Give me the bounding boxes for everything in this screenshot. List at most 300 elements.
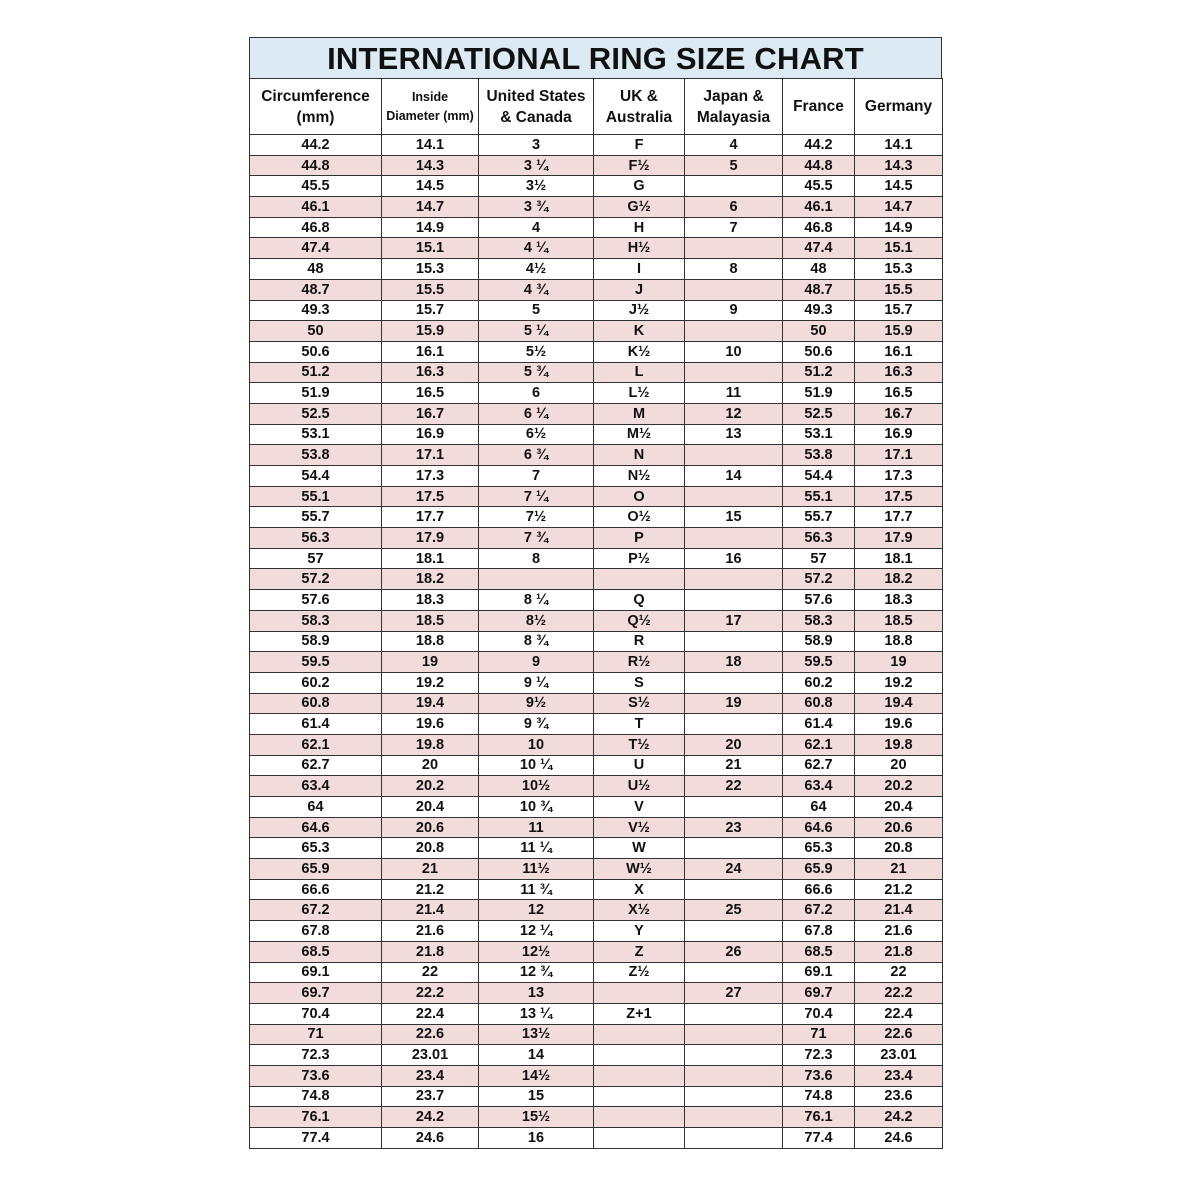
france-cell: 50 bbox=[783, 321, 855, 342]
table-row bbox=[250, 279, 943, 300]
france-cell: 44.8 bbox=[783, 155, 855, 176]
circumference-cell: 63.4 bbox=[250, 776, 382, 797]
france-cell: 48.7 bbox=[783, 279, 855, 300]
uk-australia-cell: H½ bbox=[594, 238, 685, 259]
germany-cell: 21.2 bbox=[855, 879, 943, 900]
uk-australia-cell: R½ bbox=[594, 652, 685, 673]
table-row bbox=[250, 652, 943, 673]
germany-cell: 15.1 bbox=[855, 238, 943, 259]
japan-malayasia-cell bbox=[685, 238, 783, 259]
inside-diameter-cell: 18.1 bbox=[382, 548, 479, 569]
france-cell: 50.6 bbox=[783, 341, 855, 362]
france-cell: 69.1 bbox=[783, 962, 855, 983]
us-canada-cell: 15 bbox=[479, 1086, 594, 1107]
japan-malayasia-cell bbox=[685, 279, 783, 300]
germany-cell: 22.4 bbox=[855, 1003, 943, 1024]
circumference-cell: 46.8 bbox=[250, 217, 382, 238]
japan-malayasia-cell bbox=[685, 528, 783, 549]
france-cell: 54.4 bbox=[783, 466, 855, 487]
uk-australia-cell: Q½ bbox=[594, 610, 685, 631]
table-row bbox=[250, 403, 943, 424]
germany-cell: 19.6 bbox=[855, 714, 943, 735]
uk-australia-cell: T½ bbox=[594, 734, 685, 755]
france-cell: 72.3 bbox=[783, 1045, 855, 1066]
table-row bbox=[250, 859, 943, 880]
table-row bbox=[250, 962, 943, 983]
germany-cell: 17.9 bbox=[855, 528, 943, 549]
circumference-cell: 68.5 bbox=[250, 941, 382, 962]
us-canada-cell: 12½ bbox=[479, 941, 594, 962]
germany-cell: 22.2 bbox=[855, 983, 943, 1004]
table-row bbox=[250, 755, 943, 776]
uk-australia-cell: V bbox=[594, 797, 685, 818]
france-cell: 64 bbox=[783, 797, 855, 818]
france-cell: 53.1 bbox=[783, 424, 855, 445]
circumference-cell: 57 bbox=[250, 548, 382, 569]
france-cell: 76.1 bbox=[783, 1107, 855, 1128]
germany-cell: 19 bbox=[855, 652, 943, 673]
circumference-cell: 61.4 bbox=[250, 714, 382, 735]
us-canada-cell: 13½ bbox=[479, 1024, 594, 1045]
inside-diameter-cell: 21 bbox=[382, 859, 479, 880]
japan-malayasia-cell: 8 bbox=[685, 259, 783, 280]
germany-cell: 23.6 bbox=[855, 1086, 943, 1107]
france-cell: 60.2 bbox=[783, 672, 855, 693]
us-canada-cell: 12 ¼ bbox=[479, 921, 594, 942]
table-row bbox=[250, 321, 943, 342]
japan-malayasia-cell bbox=[685, 1045, 783, 1066]
table-row bbox=[250, 797, 943, 818]
table-row bbox=[250, 879, 943, 900]
us-canada-cell: 16 bbox=[479, 1128, 594, 1149]
us-canada-cell: 3 ¼ bbox=[479, 155, 594, 176]
column-header-japan-malayasia: Japan & Malayasia bbox=[685, 79, 783, 135]
table-row bbox=[250, 383, 943, 404]
circumference-cell: 44.2 bbox=[250, 135, 382, 156]
circumference-cell: 45.5 bbox=[250, 176, 382, 197]
inside-diameter-cell: 23.7 bbox=[382, 1086, 479, 1107]
germany-cell: 22 bbox=[855, 962, 943, 983]
inside-diameter-cell: 21.8 bbox=[382, 941, 479, 962]
germany-cell: 14.7 bbox=[855, 197, 943, 218]
france-cell: 55.7 bbox=[783, 507, 855, 528]
circumference-cell: 74.8 bbox=[250, 1086, 382, 1107]
us-canada-cell: 15½ bbox=[479, 1107, 594, 1128]
japan-malayasia-cell bbox=[685, 1003, 783, 1024]
japan-malayasia-cell bbox=[685, 1024, 783, 1045]
uk-australia-cell: G bbox=[594, 176, 685, 197]
uk-australia-cell: P½ bbox=[594, 548, 685, 569]
us-canada-cell: 8 bbox=[479, 548, 594, 569]
inside-diameter-cell: 17.9 bbox=[382, 528, 479, 549]
uk-australia-cell: W bbox=[594, 838, 685, 859]
japan-malayasia-cell: 27 bbox=[685, 983, 783, 1004]
germany-cell: 19.2 bbox=[855, 672, 943, 693]
circumference-cell: 69.1 bbox=[250, 962, 382, 983]
uk-australia-cell: O bbox=[594, 486, 685, 507]
circumference-cell: 55.7 bbox=[250, 507, 382, 528]
japan-malayasia-cell bbox=[685, 569, 783, 590]
germany-cell: 14.3 bbox=[855, 155, 943, 176]
circumference-cell: 69.7 bbox=[250, 983, 382, 1004]
france-cell: 58.9 bbox=[783, 631, 855, 652]
uk-australia-cell: V½ bbox=[594, 817, 685, 838]
uk-australia-cell: Z½ bbox=[594, 962, 685, 983]
circumference-cell: 47.4 bbox=[250, 238, 382, 259]
table-row bbox=[250, 610, 943, 631]
inside-diameter-cell: 14.7 bbox=[382, 197, 479, 218]
circumference-cell: 58.3 bbox=[250, 610, 382, 631]
us-canada-cell: 12 bbox=[479, 900, 594, 921]
inside-diameter-cell: 22.4 bbox=[382, 1003, 479, 1024]
us-canada-cell: 12 ¾ bbox=[479, 962, 594, 983]
uk-australia-cell: N bbox=[594, 445, 685, 466]
uk-australia-cell: P bbox=[594, 528, 685, 549]
japan-malayasia-cell: 18 bbox=[685, 652, 783, 673]
table-row bbox=[250, 569, 943, 590]
germany-cell: 21.6 bbox=[855, 921, 943, 942]
uk-australia-cell: L½ bbox=[594, 383, 685, 404]
germany-cell: 20.4 bbox=[855, 797, 943, 818]
japan-malayasia-cell: 7 bbox=[685, 217, 783, 238]
circumference-cell: 44.8 bbox=[250, 155, 382, 176]
us-canada-cell: 4½ bbox=[479, 259, 594, 280]
us-canada-cell: 6 bbox=[479, 383, 594, 404]
circumference-cell: 64.6 bbox=[250, 817, 382, 838]
japan-malayasia-cell: 11 bbox=[685, 383, 783, 404]
table-row bbox=[250, 1024, 943, 1045]
germany-cell: 23.4 bbox=[855, 1065, 943, 1086]
circumference-cell: 54.4 bbox=[250, 466, 382, 487]
uk-australia-cell: L bbox=[594, 362, 685, 383]
france-cell: 46.8 bbox=[783, 217, 855, 238]
table-row bbox=[250, 466, 943, 487]
circumference-cell: 62.7 bbox=[250, 755, 382, 776]
japan-malayasia-cell: 10 bbox=[685, 341, 783, 362]
france-cell: 67.2 bbox=[783, 900, 855, 921]
uk-australia-cell: T bbox=[594, 714, 685, 735]
japan-malayasia-cell bbox=[685, 672, 783, 693]
inside-diameter-cell: 16.9 bbox=[382, 424, 479, 445]
uk-australia-cell: K½ bbox=[594, 341, 685, 362]
germany-cell: 21.4 bbox=[855, 900, 943, 921]
circumference-cell: 70.4 bbox=[250, 1003, 382, 1024]
germany-cell: 20.6 bbox=[855, 817, 943, 838]
japan-malayasia-cell: 16 bbox=[685, 548, 783, 569]
us-canada-cell: 4 ¾ bbox=[479, 279, 594, 300]
france-cell: 77.4 bbox=[783, 1128, 855, 1149]
us-canada-cell: 10 ¼ bbox=[479, 755, 594, 776]
france-cell: 65.9 bbox=[783, 859, 855, 880]
inside-diameter-cell: 14.1 bbox=[382, 135, 479, 156]
circumference-cell: 52.5 bbox=[250, 403, 382, 424]
france-cell: 66.6 bbox=[783, 879, 855, 900]
table-row bbox=[250, 921, 943, 942]
table-header-row bbox=[250, 79, 943, 135]
circumference-cell: 57.2 bbox=[250, 569, 382, 590]
table-row bbox=[250, 941, 943, 962]
japan-malayasia-cell: 17 bbox=[685, 610, 783, 631]
circumference-cell: 66.6 bbox=[250, 879, 382, 900]
us-canada-cell: 4 ¼ bbox=[479, 238, 594, 259]
table-row bbox=[250, 1128, 943, 1149]
uk-australia-cell: X bbox=[594, 879, 685, 900]
uk-australia-cell: M½ bbox=[594, 424, 685, 445]
us-canada-cell: 5 ¼ bbox=[479, 321, 594, 342]
us-canada-cell: 7 ¾ bbox=[479, 528, 594, 549]
germany-cell: 21.8 bbox=[855, 941, 943, 962]
us-canada-cell bbox=[479, 569, 594, 590]
uk-australia-cell: X½ bbox=[594, 900, 685, 921]
circumference-cell: 71 bbox=[250, 1024, 382, 1045]
japan-malayasia-cell bbox=[685, 879, 783, 900]
circumference-cell: 64 bbox=[250, 797, 382, 818]
circumference-cell: 48.7 bbox=[250, 279, 382, 300]
france-cell: 51.2 bbox=[783, 362, 855, 383]
circumference-cell: 58.9 bbox=[250, 631, 382, 652]
inside-diameter-cell: 22.2 bbox=[382, 983, 479, 1004]
inside-diameter-cell: 24.2 bbox=[382, 1107, 479, 1128]
germany-cell: 17.7 bbox=[855, 507, 943, 528]
uk-australia-cell: O½ bbox=[594, 507, 685, 528]
japan-malayasia-cell: 19 bbox=[685, 693, 783, 714]
inside-diameter-cell: 19.4 bbox=[382, 693, 479, 714]
us-canada-cell: 5½ bbox=[479, 341, 594, 362]
uk-australia-cell: Z bbox=[594, 941, 685, 962]
table-row bbox=[250, 1086, 943, 1107]
germany-cell: 15.7 bbox=[855, 300, 943, 321]
france-cell: 71 bbox=[783, 1024, 855, 1045]
table-row bbox=[250, 548, 943, 569]
uk-australia-cell bbox=[594, 569, 685, 590]
table-row bbox=[250, 1003, 943, 1024]
table-row bbox=[250, 631, 943, 652]
circumference-cell: 59.5 bbox=[250, 652, 382, 673]
uk-australia-cell bbox=[594, 983, 685, 1004]
inside-diameter-cell: 15.5 bbox=[382, 279, 479, 300]
table-row bbox=[250, 135, 943, 156]
us-canada-cell: 7 ¼ bbox=[479, 486, 594, 507]
uk-australia-cell: R bbox=[594, 631, 685, 652]
us-canada-cell: 3 ¾ bbox=[479, 197, 594, 218]
japan-malayasia-cell bbox=[685, 714, 783, 735]
japan-malayasia-cell: 23 bbox=[685, 817, 783, 838]
japan-malayasia-cell bbox=[685, 321, 783, 342]
inside-diameter-cell: 15.1 bbox=[382, 238, 479, 259]
inside-diameter-cell: 21.4 bbox=[382, 900, 479, 921]
circumference-cell: 76.1 bbox=[250, 1107, 382, 1128]
us-canada-cell: 9½ bbox=[479, 693, 594, 714]
us-canada-cell: 6½ bbox=[479, 424, 594, 445]
table-row bbox=[250, 528, 943, 549]
inside-diameter-cell: 16.7 bbox=[382, 403, 479, 424]
table-row bbox=[250, 155, 943, 176]
uk-australia-cell: N½ bbox=[594, 466, 685, 487]
table-row bbox=[250, 424, 943, 445]
uk-australia-cell: H bbox=[594, 217, 685, 238]
table-row bbox=[250, 693, 943, 714]
us-canada-cell: 8 ¾ bbox=[479, 631, 594, 652]
circumference-cell: 60.8 bbox=[250, 693, 382, 714]
table-row bbox=[250, 341, 943, 362]
uk-australia-cell bbox=[594, 1107, 685, 1128]
inside-diameter-cell: 23.01 bbox=[382, 1045, 479, 1066]
circumference-cell: 65.9 bbox=[250, 859, 382, 880]
circumference-cell: 62.1 bbox=[250, 734, 382, 755]
inside-diameter-cell: 20 bbox=[382, 755, 479, 776]
france-cell: 45.5 bbox=[783, 176, 855, 197]
france-cell: 74.8 bbox=[783, 1086, 855, 1107]
germany-cell: 22.6 bbox=[855, 1024, 943, 1045]
france-cell: 58.3 bbox=[783, 610, 855, 631]
germany-cell: 20.8 bbox=[855, 838, 943, 859]
us-canada-cell: 5 ¾ bbox=[479, 362, 594, 383]
table-row bbox=[250, 259, 943, 280]
table-row bbox=[250, 590, 943, 611]
us-canada-cell: 6 ¼ bbox=[479, 403, 594, 424]
table-row bbox=[250, 1065, 943, 1086]
france-cell: 56.3 bbox=[783, 528, 855, 549]
germany-cell: 16.7 bbox=[855, 403, 943, 424]
circumference-cell: 51.2 bbox=[250, 362, 382, 383]
table-row bbox=[250, 1107, 943, 1128]
inside-diameter-cell: 19.8 bbox=[382, 734, 479, 755]
ring-size-table bbox=[249, 78, 943, 1149]
us-canada-cell: 11 bbox=[479, 817, 594, 838]
germany-cell: 18.8 bbox=[855, 631, 943, 652]
inside-diameter-cell: 19 bbox=[382, 652, 479, 673]
germany-cell: 19.4 bbox=[855, 693, 943, 714]
germany-cell: 23.01 bbox=[855, 1045, 943, 1066]
japan-malayasia-cell bbox=[685, 797, 783, 818]
japan-malayasia-cell: 6 bbox=[685, 197, 783, 218]
table-row bbox=[250, 507, 943, 528]
table-row bbox=[250, 217, 943, 238]
circumference-cell: 51.9 bbox=[250, 383, 382, 404]
uk-australia-cell: Z+1 bbox=[594, 1003, 685, 1024]
us-canada-cell: 14½ bbox=[479, 1065, 594, 1086]
france-cell: 57.2 bbox=[783, 569, 855, 590]
france-cell: 55.1 bbox=[783, 486, 855, 507]
us-canada-cell: 7½ bbox=[479, 507, 594, 528]
circumference-cell: 49.3 bbox=[250, 300, 382, 321]
japan-malayasia-cell: 22 bbox=[685, 776, 783, 797]
uk-australia-cell bbox=[594, 1024, 685, 1045]
us-canada-cell: 10 bbox=[479, 734, 594, 755]
france-cell: 57 bbox=[783, 548, 855, 569]
japan-malayasia-cell bbox=[685, 631, 783, 652]
japan-malayasia-cell bbox=[685, 176, 783, 197]
germany-cell: 17.5 bbox=[855, 486, 943, 507]
germany-cell: 16.5 bbox=[855, 383, 943, 404]
us-canada-cell: 6 ¾ bbox=[479, 445, 594, 466]
us-canada-cell: 11 ¼ bbox=[479, 838, 594, 859]
france-cell: 64.6 bbox=[783, 817, 855, 838]
japan-malayasia-cell: 25 bbox=[685, 900, 783, 921]
us-canada-cell: 3 bbox=[479, 135, 594, 156]
column-header-circumference: Circumference (mm) bbox=[250, 79, 382, 135]
us-canada-cell: 11 ¾ bbox=[479, 879, 594, 900]
japan-malayasia-cell bbox=[685, 838, 783, 859]
france-cell: 44.2 bbox=[783, 135, 855, 156]
table-row bbox=[250, 672, 943, 693]
inside-diameter-cell: 19.2 bbox=[382, 672, 479, 693]
germany-cell: 14.1 bbox=[855, 135, 943, 156]
japan-malayasia-cell bbox=[685, 590, 783, 611]
table-row bbox=[250, 714, 943, 735]
france-cell: 69.7 bbox=[783, 983, 855, 1004]
circumference-cell: 60.2 bbox=[250, 672, 382, 693]
japan-malayasia-cell: 14 bbox=[685, 466, 783, 487]
germany-cell: 15.9 bbox=[855, 321, 943, 342]
japan-malayasia-cell: 15 bbox=[685, 507, 783, 528]
japan-malayasia-cell: 26 bbox=[685, 941, 783, 962]
table-row bbox=[250, 300, 943, 321]
germany-cell: 17.3 bbox=[855, 466, 943, 487]
inside-diameter-cell: 17.1 bbox=[382, 445, 479, 466]
column-header-us-canada: United States & Canada bbox=[479, 79, 594, 135]
japan-malayasia-cell bbox=[685, 1086, 783, 1107]
table-row bbox=[250, 362, 943, 383]
france-cell: 57.6 bbox=[783, 590, 855, 611]
france-cell: 47.4 bbox=[783, 238, 855, 259]
inside-diameter-cell: 15.3 bbox=[382, 259, 479, 280]
circumference-cell: 48 bbox=[250, 259, 382, 280]
germany-cell: 15.5 bbox=[855, 279, 943, 300]
japan-malayasia-cell bbox=[685, 445, 783, 466]
france-cell: 62.1 bbox=[783, 734, 855, 755]
circumference-cell: 77.4 bbox=[250, 1128, 382, 1149]
uk-australia-cell: Q bbox=[594, 590, 685, 611]
germany-cell: 24.6 bbox=[855, 1128, 943, 1149]
ring-size-chart bbox=[249, 37, 942, 1149]
inside-diameter-cell: 17.3 bbox=[382, 466, 479, 487]
us-canada-cell: 11½ bbox=[479, 859, 594, 880]
france-cell: 51.9 bbox=[783, 383, 855, 404]
inside-diameter-cell: 14.5 bbox=[382, 176, 479, 197]
circumference-cell: 73.6 bbox=[250, 1065, 382, 1086]
germany-cell: 18.5 bbox=[855, 610, 943, 631]
germany-cell: 19.8 bbox=[855, 734, 943, 755]
table-row bbox=[250, 838, 943, 859]
inside-diameter-cell: 18.8 bbox=[382, 631, 479, 652]
table-row bbox=[250, 486, 943, 507]
inside-diameter-cell: 18.5 bbox=[382, 610, 479, 631]
germany-cell: 18.2 bbox=[855, 569, 943, 590]
table-row bbox=[250, 445, 943, 466]
inside-diameter-cell: 17.5 bbox=[382, 486, 479, 507]
inside-diameter-cell: 17.7 bbox=[382, 507, 479, 528]
inside-diameter-cell: 15.9 bbox=[382, 321, 479, 342]
japan-malayasia-cell: 12 bbox=[685, 403, 783, 424]
us-canada-cell: 9 bbox=[479, 652, 594, 673]
inside-diameter-cell: 21.6 bbox=[382, 921, 479, 942]
table-row bbox=[250, 238, 943, 259]
uk-australia-cell bbox=[594, 1065, 685, 1086]
uk-australia-cell: J½ bbox=[594, 300, 685, 321]
france-cell: 63.4 bbox=[783, 776, 855, 797]
inside-diameter-cell: 18.3 bbox=[382, 590, 479, 611]
uk-australia-cell bbox=[594, 1086, 685, 1107]
us-canada-cell: 8½ bbox=[479, 610, 594, 631]
germany-cell: 21 bbox=[855, 859, 943, 880]
table-row bbox=[250, 983, 943, 1004]
japan-malayasia-cell: 9 bbox=[685, 300, 783, 321]
inside-diameter-cell: 20.8 bbox=[382, 838, 479, 859]
uk-australia-cell: U½ bbox=[594, 776, 685, 797]
inside-diameter-cell: 22 bbox=[382, 962, 479, 983]
germany-cell: 14.5 bbox=[855, 176, 943, 197]
